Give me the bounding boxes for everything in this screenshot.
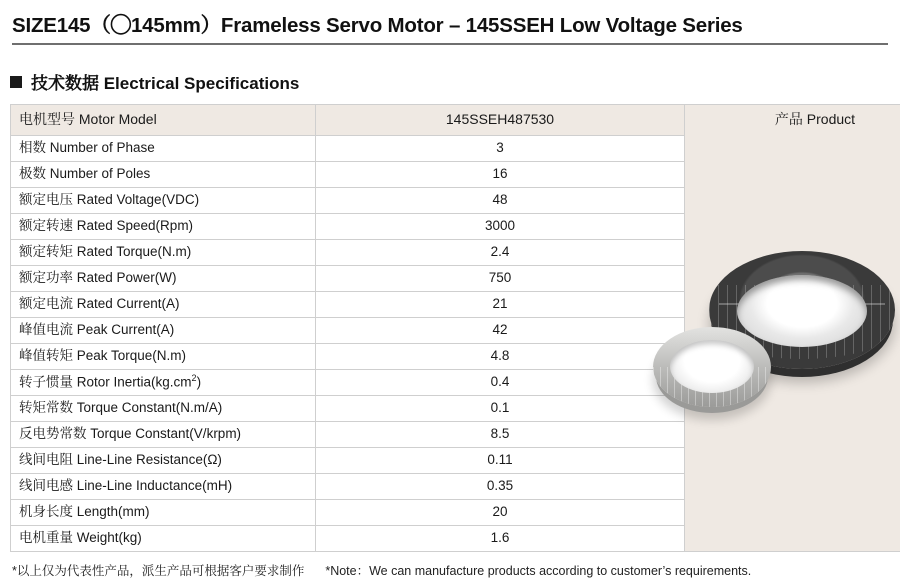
row-label: 峰值转矩 Peak Torque(N.m) — [11, 344, 316, 370]
row-label: 额定功率 Rated Power(W) — [11, 266, 316, 292]
page-title-block — [8, 0, 892, 51]
row-label: 额定转速 Rated Speed(Rpm) — [11, 214, 316, 240]
header-product: 产品 Product — [685, 105, 900, 552]
row-label: 线间电阻 Line-Line Resistance(Ω) — [11, 448, 316, 474]
row-value: 20 — [316, 500, 685, 526]
row-label: 极数 Number of Poles — [11, 162, 316, 188]
row-label: 机身长度 Length(mm) — [11, 500, 316, 526]
row-value: 1.6 — [316, 526, 685, 552]
row-label: 转矩常数 Torque Constant(N.m/A) — [11, 396, 316, 422]
header-motor-model: 电机型号 Motor Model — [11, 105, 316, 136]
row-value: 48 — [316, 188, 685, 214]
row-value: 42 — [316, 318, 685, 344]
row-label: 线间电感 Line-Line Inductance(mH) — [11, 474, 316, 500]
table-header-row — [11, 105, 900, 136]
row-value: 0.11 — [316, 448, 685, 474]
row-value: 16 — [316, 162, 685, 188]
table-body — [11, 105, 900, 552]
row-value: 21 — [316, 292, 685, 318]
page-title: SIZE145（◯145mm）Frameless Servo Motor – 145SSEH Low Voltage Series — [12, 14, 743, 37]
row-label: 额定转矩 Rated Torque(N.m) — [11, 240, 316, 266]
row-label: 额定电压 Rated Voltage(VDC) — [11, 188, 316, 214]
row-label: 反电势常数 Torque Constant(V/krpm) — [11, 422, 316, 448]
section-title: 技术数据 Electrical Specifications — [31, 74, 300, 93]
superscript-two: 2 — [191, 373, 197, 384]
row-label: 相数 Number of Phase — [11, 136, 316, 162]
row-value: 0.4 — [316, 370, 685, 396]
header-model-number: 145SSEH487530 — [316, 105, 685, 136]
row-value: 4.8 — [316, 344, 685, 370]
footnote-cn: *以上仅为代表性产品，派生产品可根据客户要求制作 — [12, 564, 305, 578]
row-value: 750 — [316, 266, 685, 292]
row-value: 0.35 — [316, 474, 685, 500]
footnote-en: *Note：We can manufacture products according to customer’s requirements. — [325, 564, 752, 578]
electrical-specifications-table — [10, 104, 900, 552]
section-heading — [10, 69, 892, 94]
row-label: 峰值电流 Peak Current(A) — [11, 318, 316, 344]
row-label: 电机重量 Weight(kg) — [11, 526, 316, 552]
square-bullet-icon — [10, 76, 22, 88]
row-value: 3000 — [316, 214, 685, 240]
row-value: 8.5 — [316, 422, 685, 448]
row-value: 3 — [316, 136, 685, 162]
row-value: 2.4 — [316, 240, 685, 266]
row-label: 额定电流 Rated Current(A) — [11, 292, 316, 318]
row-label-rotor-inertia: 转子惯量 Rotor $Inertia(kg.cm^2)$ — [11, 370, 316, 396]
footnote — [12, 561, 892, 579]
row-value: 0.1 — [316, 396, 685, 422]
title-divider — [12, 43, 888, 45]
